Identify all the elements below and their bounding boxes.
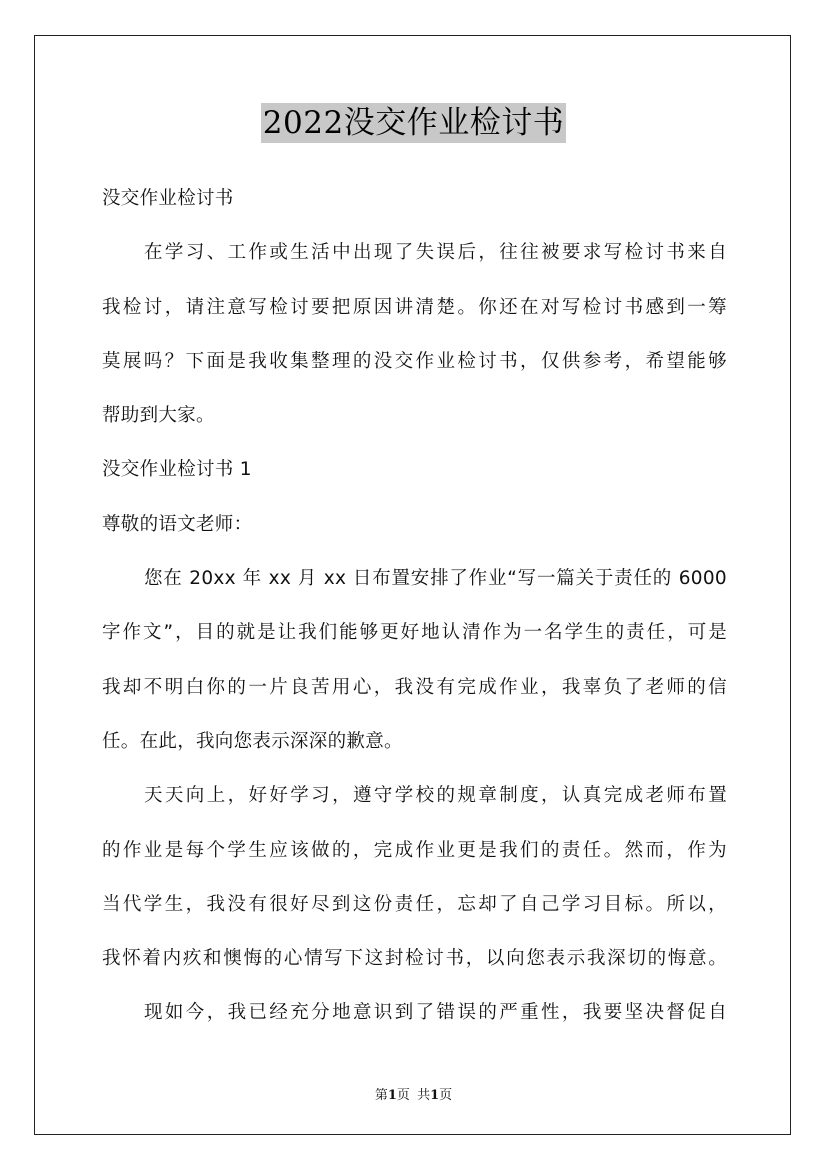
body-line: 天天向上，好好学习，遵守学校的规章制度，认真完成老师布置 [144, 785, 727, 807]
total-pages: 1 [430, 1088, 440, 1103]
page-prefix: 第 [374, 1088, 388, 1103]
body-line: 帮助到大家。 [102, 405, 215, 427]
body-line: 没交作业检讨书 [102, 188, 234, 209]
body-line: 没交作业检讨书 1 [102, 459, 252, 481]
body-line: 我怀着内疚和懊悔的心情写下这封检讨书，以向您表示我深切的悔意。 [102, 948, 727, 970]
document-title: 2022没交作业检讨书 [262, 105, 565, 141]
body-line: 任。在此，我向您表示深深的歉意。 [102, 730, 403, 752]
body-line: 我却不明白你的一片良苦用心，我没有完成作业，我辜负了老师的信 [102, 676, 727, 698]
body-line: 字作文”，目的就是让我们能够更好地认清作为一名学生的责任，可是 [102, 622, 727, 644]
body-line: 当代学生，我没有很好尽到这份责任，忘却了自己学习目标。所以， [102, 893, 727, 915]
page-suffix: 页 [396, 1088, 410, 1103]
total-prefix: 共 [417, 1088, 431, 1103]
page-number: 1 [387, 1088, 397, 1103]
body-line: 您在 20xx 年 xx 月 xx 日布置安排了作业“写一篇关于责任的 6000 [144, 568, 727, 590]
page-footer [0, 1084, 827, 1103]
body-line: 现如今，我已经充分地意识到了错误的严重性，我要坚决督促自 [144, 1002, 727, 1024]
body-line: 尊敬的语文老师： [102, 513, 253, 535]
body-line: 莫展吗？下面是我收集整理的没交作业检讨书，仅供参考，希望能够 [102, 350, 727, 372]
body-line: 在学习、工作或生活中出现了失误后，往往被要求写检讨书来自 [144, 242, 727, 264]
body-line: 我检讨，请注意写检讨要把原因讲清楚。你还在对写检讨书感到一筹 [102, 296, 727, 318]
total-suffix: 页 [439, 1088, 453, 1103]
document-body [102, 172, 727, 1041]
title-container [0, 103, 827, 143]
body-line: 的作业是每个学生应该做的，完成作业更是我们的责任。然而，作为 [102, 839, 727, 861]
